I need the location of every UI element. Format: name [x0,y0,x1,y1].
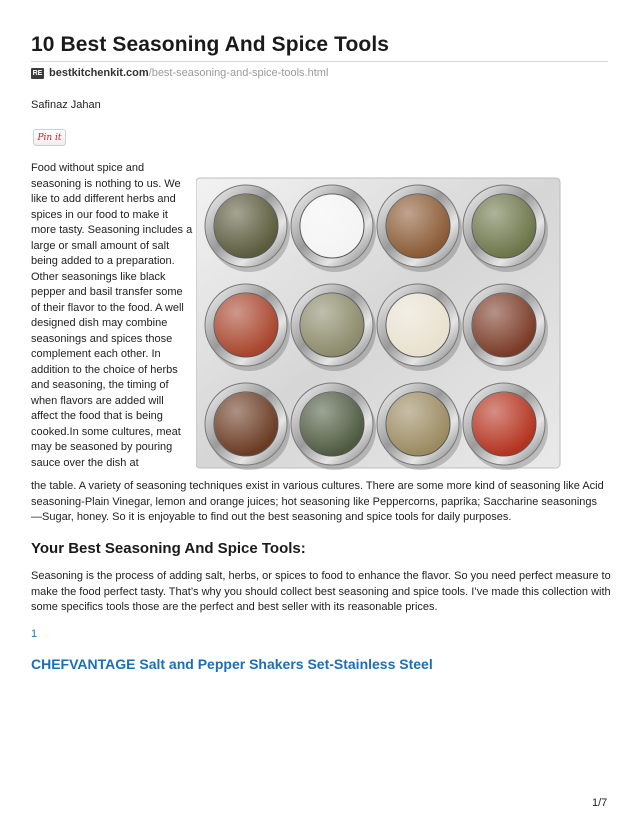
pin-it-button[interactable]: Pin it [33,129,66,146]
item-number-link[interactable]: 1 [31,628,38,640]
author-name: Safinaz Jahan [31,99,101,111]
page-indicator: 1/7 [592,797,608,809]
spice-rack-photo [196,176,574,472]
section-heading: Your Best Seasoning And Spice Tools: [31,540,306,557]
source-path-link[interactable]: /best-seasoning-and-spice-tools.html [148,67,329,79]
product-title-link[interactable]: CHEFVANTAGE Salt and Pepper Shakers Set-Stainless Steel [31,656,433,672]
section-paragraph: Seasoning is the process of adding salt, herbs, or spices to food to enhance the flavor. So you need perfect measure to make the food perfect tasty. That’s why you should collect best seasoning and spice tools. I’ve made this collection with some specifics tools those are the perfect and best seller with its reasonable prices. [31,570,611,613]
document-title: 10 Best Seasoning And Spice Tools [31,33,390,56]
source-domain-link[interactable]: bestkitchenkit.com [49,67,149,79]
source-line [31,66,328,80]
intro-paragraph-continued: the table. A variety of seasoning techniques exist in various cultures. There are some more kind of seasoning like Acid seasoning-Plain Vinegar, lemon and orange juices; hot seasoning like Peppercorns, paprika; Saccharine seasonings—Sugar, honey. So it is enjoyable to find out the best seasoning and spice tools for daily purposes. [31,480,604,523]
title-divider [31,61,608,62]
site-favicon-icon: RE [32,69,43,77]
intro-paragraph: Food without spice and seasoning is nothing to us. We like to add different herbs and spices in our food to make it more tasty. Seasoning includes a large or small amount of salt being added to a preparation. Other seasonings like black pepper and basil transfer some of their flavor to the food. A well designed dish may combine seasonings and spices those complement each other. In addition to the choice of herbs and seasoning, the timing of when flavors are added will affect the food that is being cooked.In some cultures, meat may be seasoned by pouring sauce over the dish at [31,162,193,469]
